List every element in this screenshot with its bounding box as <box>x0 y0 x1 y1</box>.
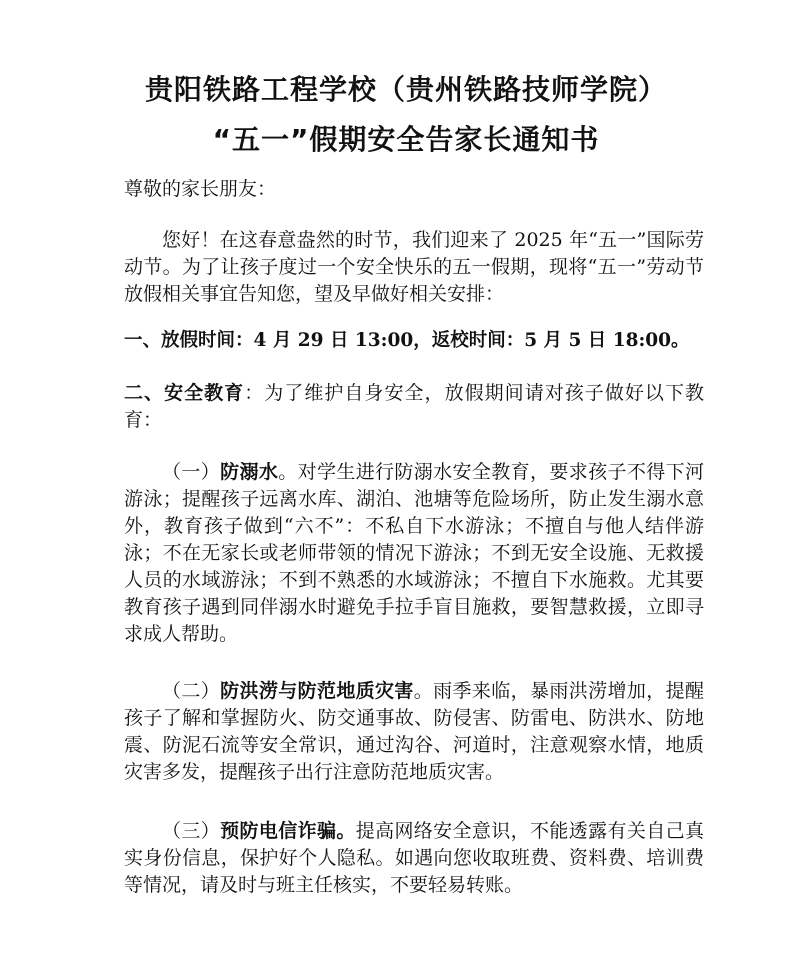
section-holiday-time: 一、放假时间：4 月 29 日 13:00，返校时间：5 月 5 日 18:00。 <box>124 330 690 351</box>
item-prefix: （二） <box>162 680 221 702</box>
item-text: 。雨季来临，暴雨洪涝增加，提醒孩子了解和掌握防火、防交通事故、防侵害、防雷电、防洪水、防地震、防泥石流等安全常识，通过沟谷、河道时，注意观察水情，地质灾害多发，提醒孩子出行注意防范地质灾害。 <box>124 680 704 783</box>
item-heading: 预防电信诈骗。 <box>220 820 356 842</box>
intro-paragraph: 您好！在这春意盎然的时节，我们迎来了 2025 年“五一”国际劳动节。为了让孩子度过一个安全快乐的五一假期，现将“五一”劳动节放假相关事宜告知您，望及早做好相关安排： <box>124 229 704 305</box>
document-title: 贵阳铁路工程学校（贵州铁路技师学院） <box>144 73 667 106</box>
item-prefix: （三） <box>162 820 221 842</box>
section-safety-education-text: ：为了维护自身安全，放假期间请对孩子做好以下教育： <box>124 382 704 431</box>
item-flood-geohazard <box>124 678 704 786</box>
item-prefix: （一） <box>162 461 221 483</box>
document-subtitle: “五一”假期安全告家长通知书 <box>212 123 600 156</box>
item-telecom-fraud <box>124 818 704 899</box>
item-heading: 防洪涝与防范地质灾害 <box>220 680 414 702</box>
section-safety-education <box>124 380 704 434</box>
item-heading: 防溺水 <box>220 461 279 483</box>
greeting: 尊敬的家长朋友： <box>124 178 277 200</box>
item-text: 。对学生进行防溺水安全教育，要求孩子不得下河游泳；提醒孩子远离水库、湖泊、池塘等危险场所，防止发生溺水意外，教育孩子做到“六不”：不私自下水游泳；不擅自与他人结伴游泳；不在无家长或老师带领的情况下游泳；不到无安全设施、无救援人员的水域游泳；不到不熟悉的水域游泳；不擅自下水施救。尤其要教育孩子遇到同伴溺水时避免手拉手盲目施救，要智慧救援，立即寻求成人帮助。 <box>124 461 704 645</box>
item-text: 提高网络安全意识，不能透露有关自己真实身份信息，保护好个人隐私。如遇向您收取班费、资料费、培训费等情况，请及时与班主任核实，不要轻易转账。 <box>124 820 704 896</box>
section-safety-education-heading: 二、安全教育 <box>124 382 245 404</box>
item-drowning-prevention <box>124 459 704 648</box>
